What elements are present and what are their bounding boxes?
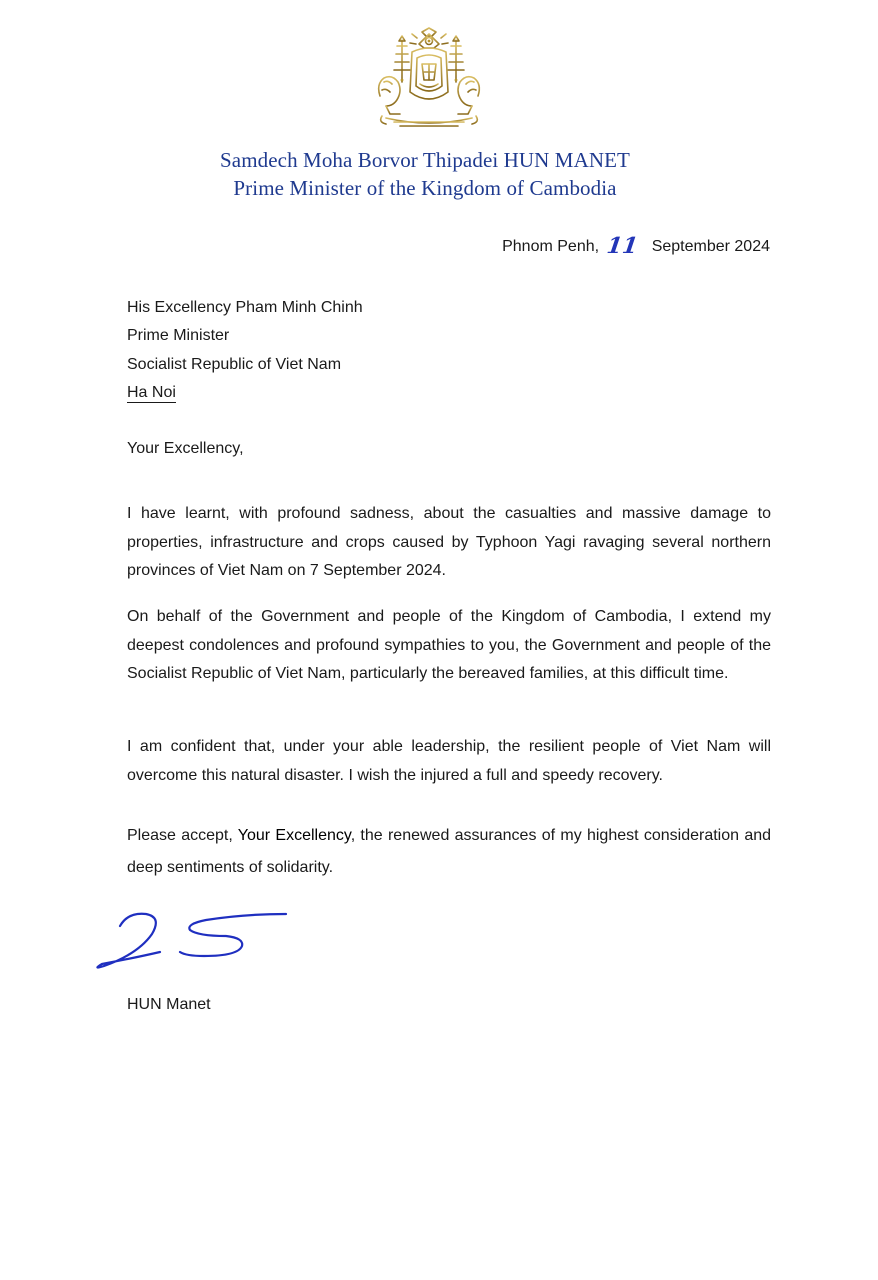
recipient-city xyxy=(127,379,176,407)
recipient-country: Socialist Republic of Viet Nam xyxy=(127,356,342,373)
closing-end: , the renewed assurances of my highest consideration and deep sentiments of solidarity. xyxy=(127,827,772,876)
dateline-month-year: September 2024 xyxy=(651,238,770,255)
royal-emblem-icon xyxy=(372,22,486,134)
body-paragraph-3: I am confident that, under your able leadership, the resilient people of Viet Nam will overcome this natural disaster. I wish the injured a full and speedy recovery. xyxy=(127,738,771,784)
body-paragraph-closing xyxy=(127,820,771,884)
closing-emphasis: Your Excellency xyxy=(237,827,351,844)
salutation: Your Excellency, xyxy=(127,440,244,457)
dateline-place: Phnom Penh, xyxy=(502,238,600,255)
signer-name: HUN Manet xyxy=(127,996,211,1013)
recipient-name: His Excellency Pham Minh Chinh xyxy=(127,299,363,316)
letterhead-title: Prime Minister of the Kingdom of Cambodia xyxy=(233,176,617,200)
body-paragraph-2: On behalf of the Government and people of the Kingdom of Cambodia, I extend my deepest condolences and profound sympathies to you, the Government and people of the Socialist Republic of Viet Nam, particularly the bereaved families, at this difficult time. xyxy=(127,608,771,682)
letterhead-name: Samdech Moha Borvor Thipadei HUN MANET xyxy=(220,148,630,172)
recipient-city-text: Ha Noi xyxy=(127,384,176,401)
body-paragraph-1: I have learnt, with profound sadness, about the casualties and massive damage to properties, infrastructure and crops caused by Typhoon Yagi ravaging several northern provinces of Viet Nam on 7 September 2024. xyxy=(127,505,771,579)
handwritten-signature xyxy=(94,906,292,976)
closing-start: Please accept, xyxy=(127,827,238,844)
dateline xyxy=(502,234,770,259)
dateline-day-handwritten: 11 xyxy=(605,233,640,259)
recipient-title: Prime Minister xyxy=(127,327,230,344)
